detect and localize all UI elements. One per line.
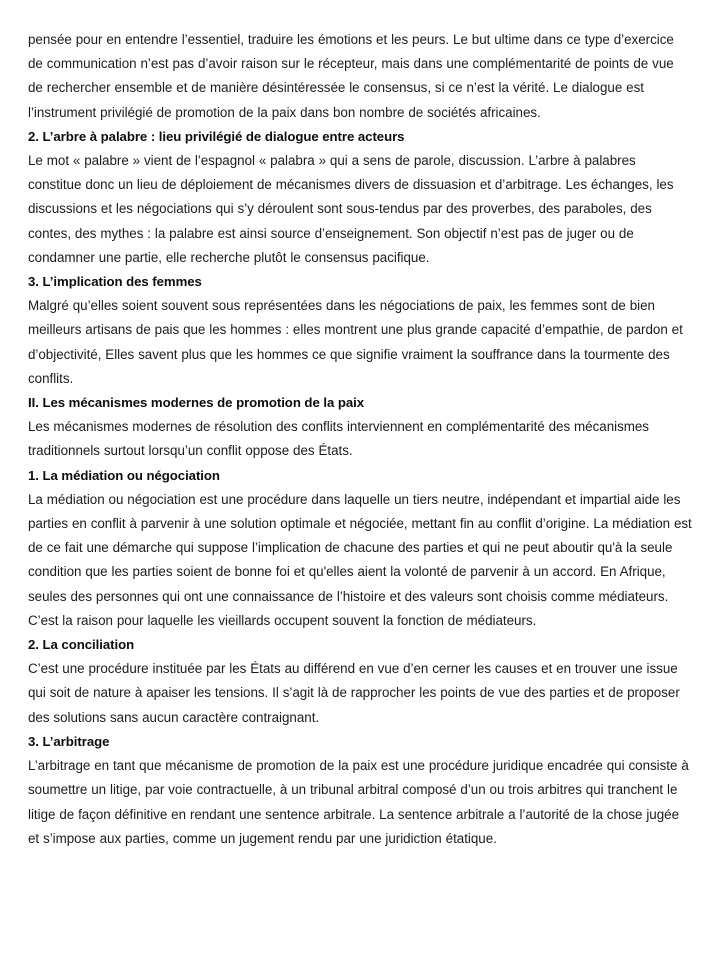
paragraph-mediation-ou-negociation: La médiation ou négociation est une procédure dans laquelle un tiers neutre, indépendant et impartial aide les parties en conflit à parvenir à une solution optimale et négociée, mettant fin au conflit d’origine. La médiation est de ce fait une démarche qui suppose l’implication de chacune des parties et qui ne peut aboutir qu'à la seule condition que les parties soient de bonne foi et qu'elles aient la volonté de parvenir à un accord. En Afrique, seules des personnes qui ont une connaissance de l’histoire et des valeurs sont choisis comme médiateurs. C’est la raison pour laquelle les vieillards occupent souvent la fonction de médiateurs. [28, 491, 692, 628]
heading-conciliation: 2. La conciliation [28, 637, 135, 653]
paragraph-continuation-dialogue: pensée pour en entendre l’essentiel, traduire les émotions et les peurs. Le but ultime dans ce type d’exercice de communication n’est pas d’avoir raison sur le récepteur, mais dans une complémentarité de points de vue de rechercher ensemble et de manière désintéressée le consensus, si ce n’est la vérité. Le dialogue est l’instrument privilégié de promotion de la paix dans bon nombre de sociétés africaines. [28, 32, 674, 120]
paragraph-implication-des-femmes: Malgré qu’elles soient souvent sous représentées dans les négociations de paix, les femmes sont de bien meilleurs artisans de pais que les hommes : elles montrent une plus grande capacité d’empathie, de pardon et d’objectivité, Elles savent plus que les hommes ce que signifie vraiment la souffrance dans la tourmente des conflits. [28, 298, 683, 386]
heading-arbre-a-palabre: 2. L’arbre à palabre : lieu privilégié de dialogue entre acteurs [28, 128, 405, 144]
paragraph-conciliation: C’est une procédure instituée par les États au différend en vue d’en cerner les causes et en trouver une issue qui soit de nature à apaiser les tensions. Il s’agit là de rapprocher les points de vue des parties et de proposer des solutions sans aucun caractère contraignant. [28, 661, 680, 725]
document-body [28, 28, 692, 851]
paragraph-arbitrage: L’arbitrage en tant que mécanisme de promotion de la paix est une procédure juridique encadrée qui consiste à soumettre un litige, par voie contractuelle, à un tribunal arbitral composé d’un ou trois arbitres qui tranchent le litige de façon définitive en rendant une sentence arbitrale. La sentence arbitrale a l’autorité de la chose jugée et s’impose aux parties, comme un jugement rendu par une juridiction étatique. [28, 758, 689, 846]
paragraph-mecanismes-modernes-intro: Les mécanismes modernes de résolution des conflits interviennent en complémentarité des mécanismes traditionnels surtout lorsqu’un conflit oppose des États. [28, 419, 649, 459]
paragraph-arbre-a-palabre: Le mot « palabre » vient de l’espagnol « palabra » qui a sens de parole, discussion. L’arbre à palabres constitue donc un lieu de déploiement de mécanismes divers de dissuasion et d’arbitrage. Les échanges, les discussions et les négociations qui s’y déroulent sont sous-tendus par des proverbes, des paraboles, des contes, des mythes : la palabre est ainsi source d’enseignement. Son objectif n’est pas de juger ou de condamner une partie, elle recherche plutôt le consensus pacifique. [28, 153, 674, 265]
heading-mediation-ou-negociation: 1. La médiation ou négociation [28, 467, 220, 483]
heading-implication-des-femmes: 3. L’implication des femmes [28, 274, 202, 290]
heading-arbitrage: 3. L’arbitrage [28, 733, 110, 749]
heading-section-ii: II. Les mécanismes modernes de promotion de la paix [28, 395, 365, 411]
